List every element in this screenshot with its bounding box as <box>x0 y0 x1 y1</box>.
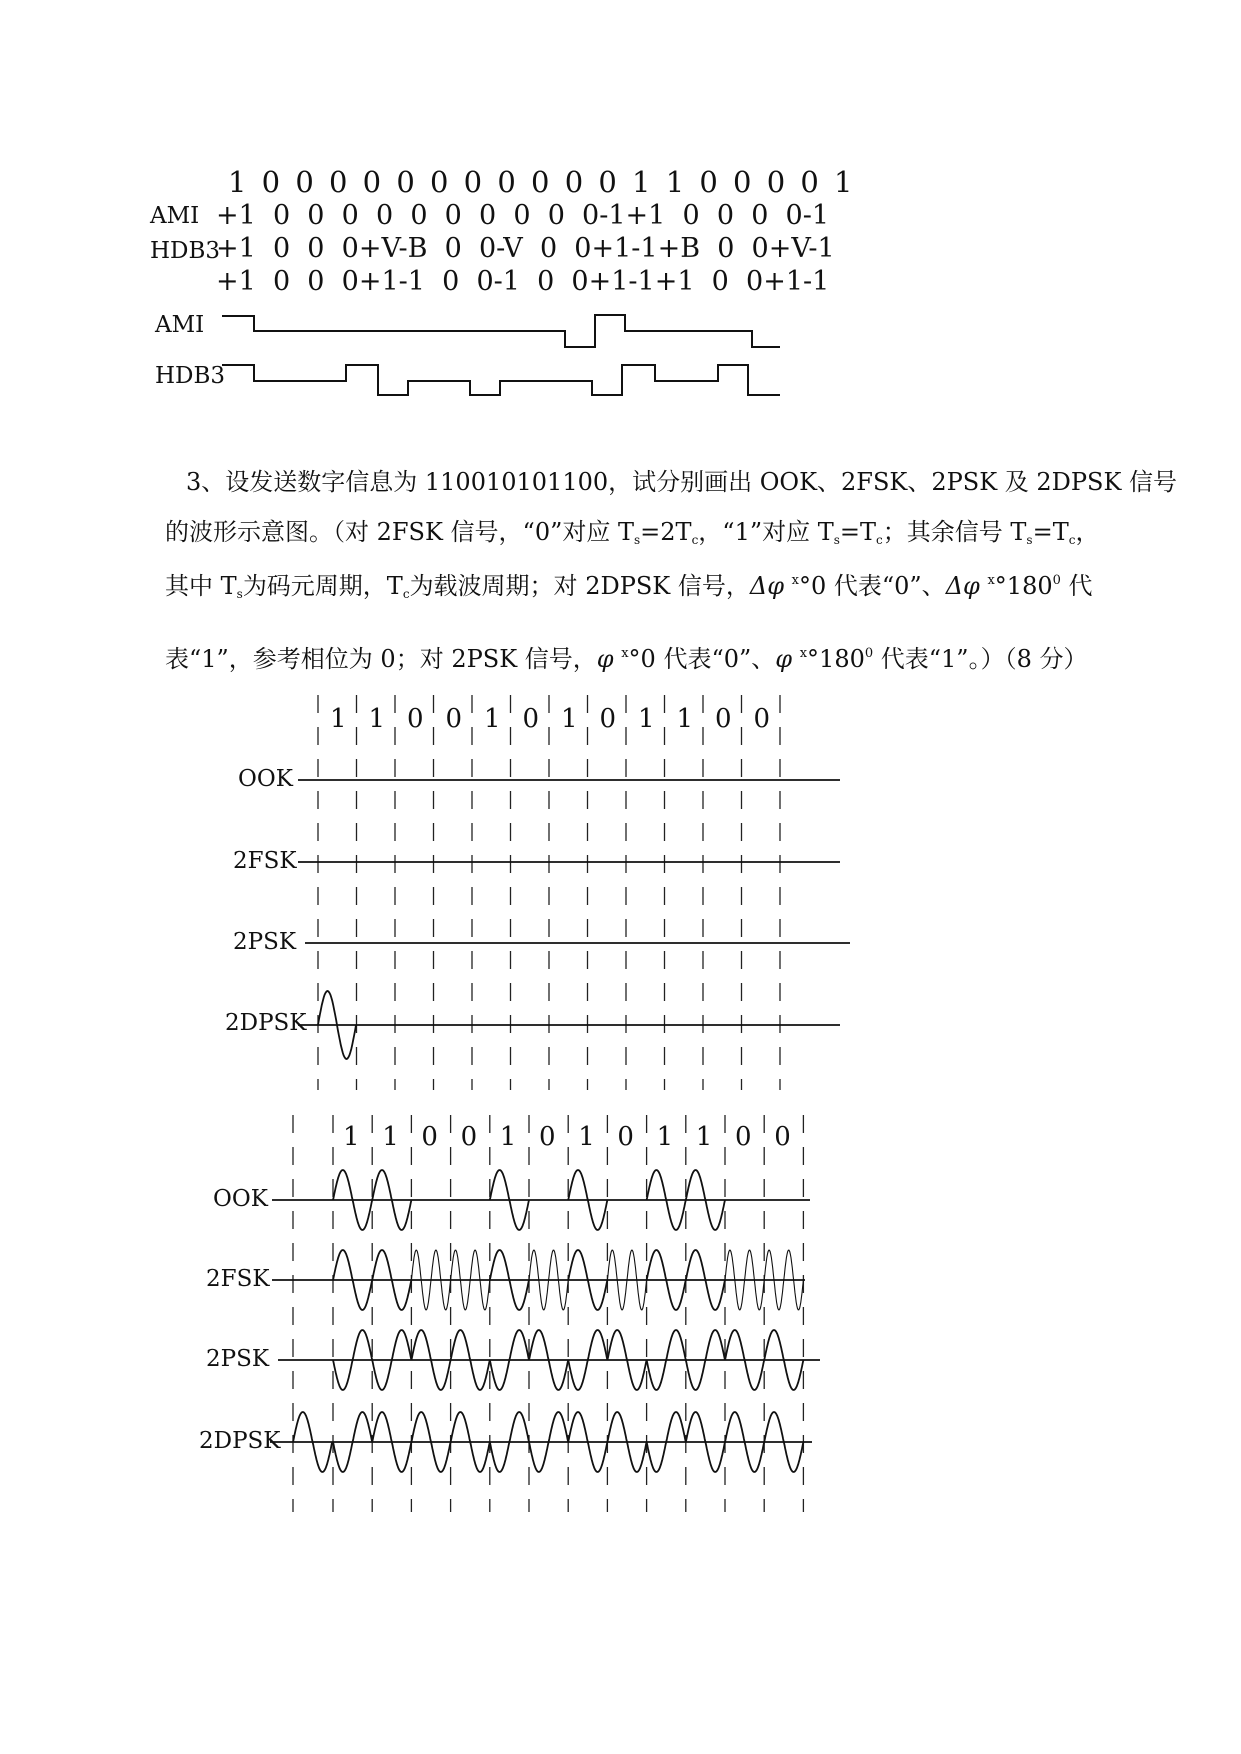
answer-bit-label: 1 <box>343 1122 360 1152</box>
blank-bit-label: 1 <box>330 704 347 734</box>
question-line-4: 表“1”，参考相位为 0；对 2PSK 信号，φ $^x$°0 代表“0”、φ $^x^\circ 180^0$ 代表“1”。）（8 分） <box>165 645 1088 673</box>
answer-row-label-2psk: 2PSK <box>206 1346 270 1372</box>
question-line-2: 的波形示意图。（对 2FSK 信号，“0”对应 $T_s=2T_c$，“1”对应 $T_s=T_c$；其余信号 $T_s=T_c$， <box>165 518 1100 547</box>
blank-bit-label: 1 <box>484 704 501 734</box>
hdb3-row-label: HDB3 <box>150 238 221 264</box>
blank-bit-label: 0 <box>407 704 424 734</box>
ami-wave-label: AMI <box>155 312 205 338</box>
answer-bit-label: 0 <box>774 1122 791 1152</box>
answer-bit-label: 1 <box>382 1122 399 1152</box>
answer-bit-label: 0 <box>539 1122 556 1152</box>
answer-bit-label: 0 <box>460 1122 478 1152</box>
ami-row-label: AMI <box>150 203 200 229</box>
answer-bit-label: 0 <box>421 1122 438 1152</box>
ami-row: +1 0 0 0 0 0 0 0 0 0 0-1+1 0 0 0 0-1 <box>216 200 830 231</box>
blank-row-label-ook: OOK <box>238 766 293 792</box>
answer-row-label-ook: OOK <box>213 1186 268 1212</box>
answer-bit-label: 0 <box>735 1122 752 1152</box>
blank-row-label-2psk: 2PSK <box>233 929 297 955</box>
answer-row-label-2dpsk: 2DPSK <box>199 1428 281 1454</box>
hdb3-final-row: +1 0 0 0+1-1 0 0-1 0 0+1-1+1 0 0+1-1 <box>216 266 830 297</box>
blank-bit-label: 0 <box>753 704 771 734</box>
answer-bit-label: 1 <box>656 1122 674 1152</box>
blank-bit-label: 0 <box>445 704 463 734</box>
hdb3-wave-label: HDB3 <box>155 363 226 389</box>
blank-bit-label: 0 <box>599 704 617 734</box>
answer-bit-label: 1 <box>499 1122 517 1152</box>
answer-bit-label: 0 <box>617 1122 634 1152</box>
question-line-1: 3、设发送数字信息为 110010101100，试分别画出 OOK、2FSK、2PSK 及 2DPSK 信号 <box>186 468 1178 496</box>
blank-bit-label: 1 <box>368 704 386 734</box>
blank-bit-label: 0 <box>715 704 732 734</box>
code-bits-row: 1 0 0 0 0 0 0 0 0 0 0 0 1 1 0 0 0 0 1 <box>228 165 856 199</box>
blank-bit-label: 1 <box>676 704 694 734</box>
answer-bit-label: 1 <box>578 1122 595 1152</box>
blank-row-label-2fsk: 2FSK <box>233 848 297 874</box>
blank-bit-label: 1 <box>638 704 655 734</box>
hdb3-row: +1 0 0 0+V-B 0 0-V 0 0+1-1+B 0 0+V-1 <box>216 233 835 264</box>
blank-bit-label: 1 <box>561 704 578 734</box>
blank-bit-label: 0 <box>522 704 540 734</box>
answer-bit-label: 1 <box>695 1122 713 1152</box>
question-line-3: 其中 $T_s$为码元周期，$T_c$为载波周期；对 2DPSK 信号，Δφ $^x$°0 代表“0”、Δφ $^x^\circ 180^0$ 代 <box>165 572 1093 601</box>
blank-row-label-2dpsk: 2DPSK <box>225 1010 307 1036</box>
answer-row-label-2fsk: 2FSK <box>206 1266 270 1292</box>
